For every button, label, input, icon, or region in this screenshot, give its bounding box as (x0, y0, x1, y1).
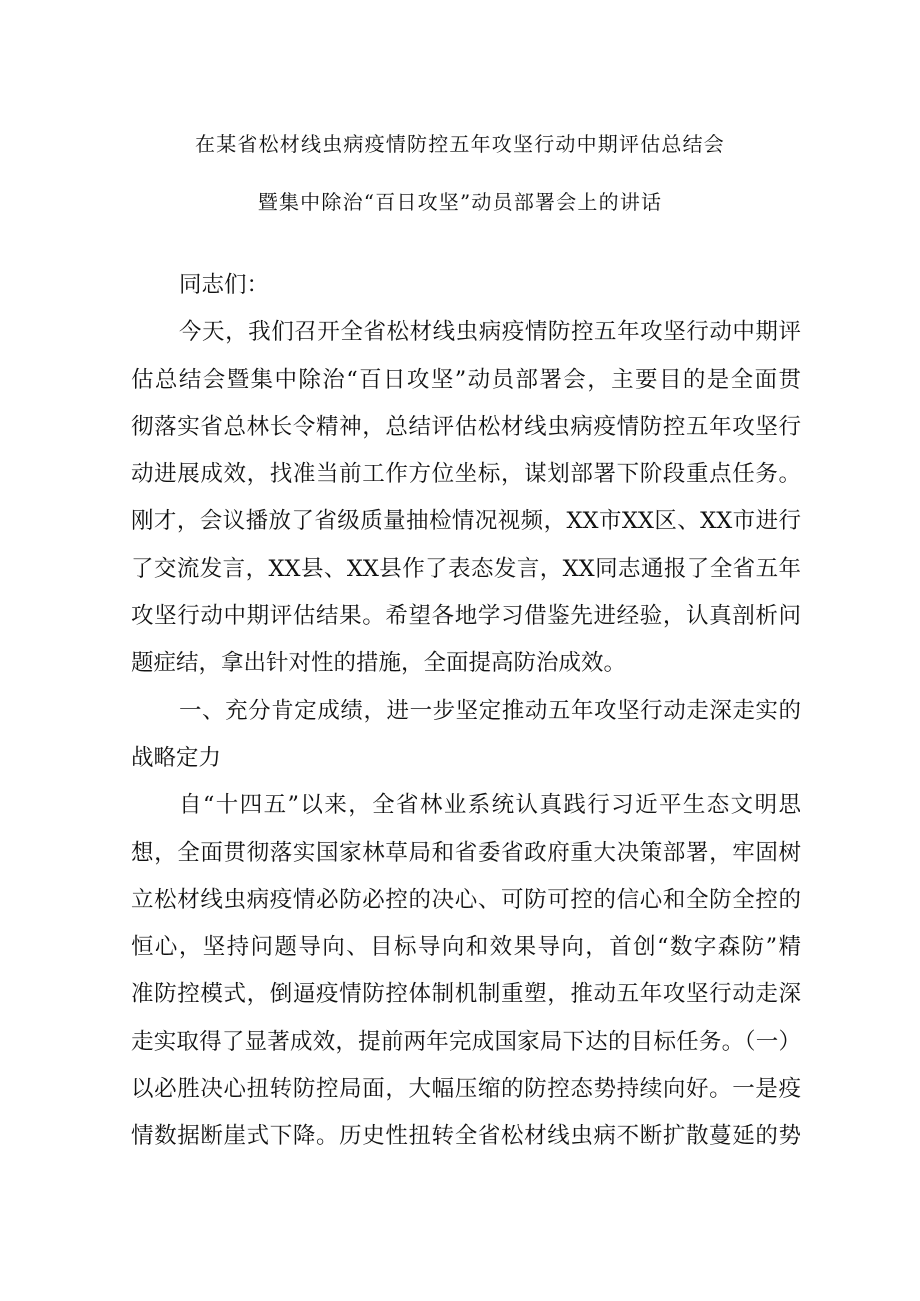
salutation: 同志们： (179, 272, 270, 298)
document-title-line-1: 在某省松材线虫病疫情防控五年攻坚行动中期评估总结会 (195, 132, 725, 156)
section-heading-line: 一、充分肯定成绩，进一步坚定推动五年攻坚行动走深走实的 (179, 697, 801, 724)
section-heading-line: 战略定力 (131, 744, 222, 771)
paragraph-line: 想，全面贯彻落实国家林草局和省委省政府重大决策部署，牢固树 (131, 839, 801, 866)
paragraph-line: 攻坚行动中期评估结果。希望各地学习借鉴先进经验，认真剖析问 (131, 603, 801, 630)
paragraph-line: 准防控模式，倒逼疫情防控体制机制重塑，推动五年攻坚行动走深 (131, 981, 801, 1008)
paragraph-line: 刚才，会议播放了省级质量抽检情况视频，XX市XX区、XX市进行 (131, 508, 801, 535)
paragraph-line: 以必胜决心扭转防控局面，大幅压缩的防控态势持续向好。一是疫 (131, 1076, 801, 1103)
paragraph-line: 自“十四五”以来，全省林业系统认真践行习近平生态文明思 (179, 792, 801, 819)
paragraph-line: 了交流发言，XX县、XX县作了表态发言，XX同志通报了全省五年 (131, 555, 801, 582)
paragraph-line: 立松材线虫病疫情必防必控的决心、可防可控的信心和全防全控的 (131, 886, 801, 913)
document-title-line-2: 暨集中除治“百日攻坚”动员部署会上的讲话 (257, 190, 663, 214)
paragraph-line: 题症结，拿出针对性的措施，全面提高防治成效。 (131, 650, 627, 677)
document-body (131, 262, 801, 1161)
paragraph-line: 走实取得了显著成效，提前两年完成国家局下达的目标任务。（一） (131, 1028, 801, 1055)
paragraph-line: 动进展成效，找准当前工作方位坐标，谋划部署下阶段重点任务。 (131, 461, 801, 488)
paragraph-line: 情数据断崖式下降。历史性扭转全省松材线虫病不断扩散蔓延的势 (131, 1123, 801, 1150)
paragraph-line: 估总结会暨集中除治“百日攻坚”动员部署会，主要目的是全面贯 (131, 366, 801, 393)
paragraph-line: 彻落实省总林长令精神，总结评估松材线虫病疫情防控五年攻坚行 (131, 413, 801, 440)
paragraph-line: 恒心，坚持问题导向、目标导向和效果导向，首创“数字森防”精 (131, 934, 801, 961)
paragraph-line: 今天，我们召开全省松材线虫病疫情防控五年攻坚行动中期评 (179, 319, 801, 346)
